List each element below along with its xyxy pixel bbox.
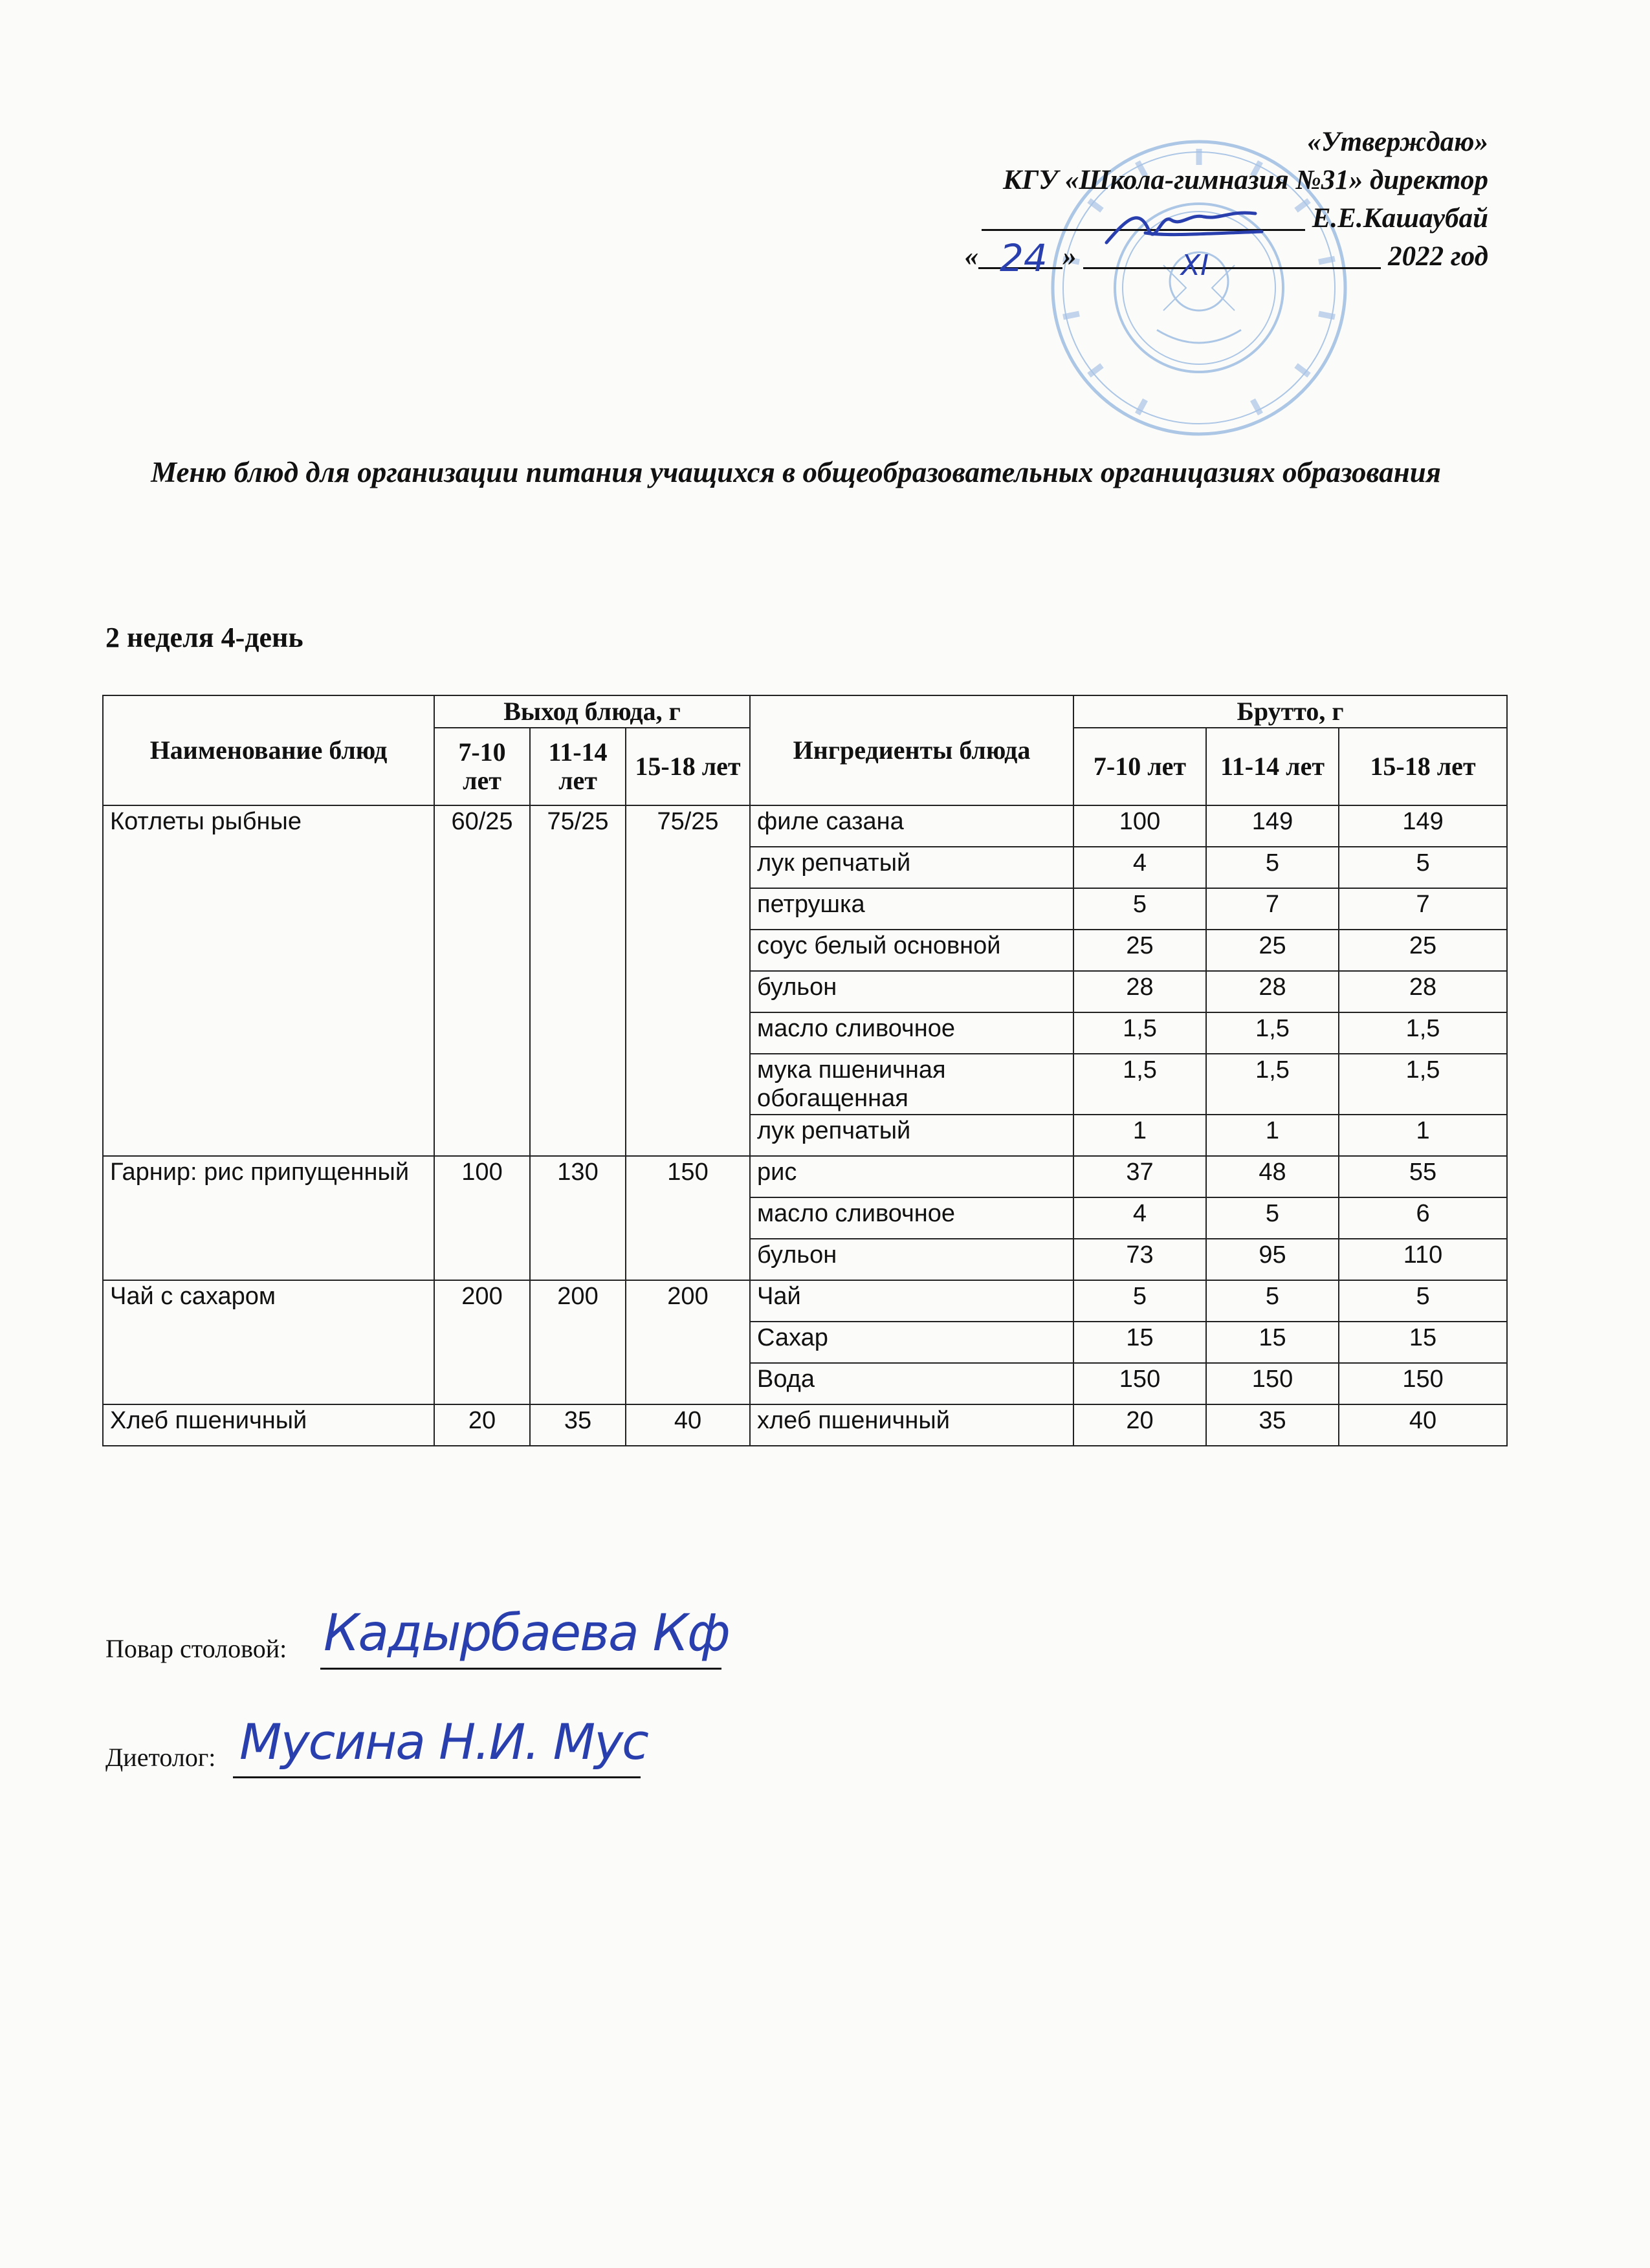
- approval-year: 2022 год: [1388, 241, 1488, 272]
- ingredient-name-cell: мука пшеничная обогащенная: [750, 1054, 1073, 1115]
- ingredient-name-cell: бульон: [750, 971, 1073, 1012]
- ingredient-name-cell: лук репчатый: [750, 847, 1073, 888]
- handwritten-month: XI: [1181, 249, 1209, 282]
- brutto-value-cell: 7: [1206, 888, 1339, 930]
- brutto-value-cell: 5: [1073, 888, 1206, 930]
- brutto-value-cell: 73: [1073, 1239, 1206, 1280]
- dish-output-cell: 60/25: [434, 805, 530, 1156]
- brutto-value-cell: 5: [1073, 1280, 1206, 1322]
- header-brutto-7-10: 7-10 лет: [1073, 728, 1206, 805]
- ingredient-name-cell: Чай: [750, 1280, 1073, 1322]
- brutto-value-cell: 5: [1206, 1280, 1339, 1322]
- brutto-value-cell: 15: [1206, 1322, 1339, 1363]
- ingredient-name-cell: Вода: [750, 1363, 1073, 1404]
- table-row: [103, 1280, 1507, 1322]
- header-brutto-15-18: 15-18 лет: [1339, 728, 1507, 805]
- brutto-value-cell: 149: [1339, 805, 1507, 847]
- dietitian-label: Диетолог:: [105, 1743, 216, 1772]
- dish-output-cell: 150: [626, 1156, 750, 1280]
- brutto-value-cell: 28: [1339, 971, 1507, 1012]
- brutto-value-cell: 25: [1339, 930, 1507, 971]
- dietitian-handwritten-name: Мусина Н.И. Мус: [239, 1713, 648, 1771]
- ingredient-name-cell: соус белый основной: [750, 930, 1073, 971]
- header-age-11-14: 11-14 лет: [530, 728, 626, 805]
- table-row: [103, 805, 1507, 847]
- brutto-value-cell: 28: [1073, 971, 1206, 1012]
- brutto-value-cell: 1,5: [1206, 1012, 1339, 1054]
- table-row: [103, 1404, 1507, 1446]
- brutto-value-cell: 1: [1073, 1115, 1206, 1156]
- brutto-value-cell: 1,5: [1073, 1012, 1206, 1054]
- brutto-value-cell: 4: [1073, 847, 1206, 888]
- brutto-value-cell: 35: [1206, 1404, 1339, 1446]
- handwritten-day: 24: [1000, 236, 1048, 280]
- header-brutto-11-14: 11-14 лет: [1206, 728, 1339, 805]
- brutto-value-cell: 1,5: [1073, 1054, 1206, 1115]
- brutto-value-cell: 5: [1339, 1280, 1507, 1322]
- brutto-value-cell: 1: [1206, 1115, 1339, 1156]
- brutto-value-cell: 150: [1073, 1363, 1206, 1404]
- brutto-value-cell: 150: [1339, 1363, 1507, 1404]
- brutto-value-cell: 48: [1206, 1156, 1339, 1197]
- brutto-value-cell: 5: [1206, 1197, 1339, 1239]
- table-header-row: [103, 695, 1507, 728]
- brutto-value-cell: 4: [1073, 1197, 1206, 1239]
- header-output: Выход блюда, г: [434, 695, 750, 728]
- dish-name-cell: Чай с сахаром: [103, 1280, 434, 1404]
- menu-table: [102, 695, 1508, 1446]
- brutto-value-cell: 20: [1073, 1404, 1206, 1446]
- director-name: Е.Е.Кашаубай: [1312, 203, 1488, 234]
- document-title: Меню блюд для организации питания учащихся в общеобразовательных органицазиях образования: [151, 456, 1441, 488]
- brutto-value-cell: 1,5: [1206, 1054, 1339, 1115]
- brutto-value-cell: 95: [1206, 1239, 1339, 1280]
- cook-label: Повар столовой:: [105, 1634, 287, 1663]
- ingredient-name-cell: рис: [750, 1156, 1073, 1197]
- ingredient-name-cell: петрушка: [750, 888, 1073, 930]
- dish-output-cell: 200: [530, 1280, 626, 1404]
- ingredient-name-cell: бульон: [750, 1239, 1073, 1280]
- brutto-value-cell: 7: [1339, 888, 1507, 930]
- header-dish-name: Наименование блюд: [103, 695, 434, 805]
- cook-signature-line: [320, 1665, 721, 1670]
- brutto-value-cell: 55: [1339, 1156, 1507, 1197]
- ingredient-name-cell: хлеб пшеничный: [750, 1404, 1073, 1446]
- ingredient-name-cell: Сахар: [750, 1322, 1073, 1363]
- dish-output-cell: 200: [434, 1280, 530, 1404]
- dish-output-cell: 130: [530, 1156, 626, 1280]
- brutto-value-cell: 149: [1206, 805, 1339, 847]
- header-age-15-18: 15-18 лет: [626, 728, 750, 805]
- dish-output-cell: 40: [626, 1404, 750, 1446]
- ingredient-name-cell: масло сливочное: [750, 1197, 1073, 1239]
- brutto-value-cell: 5: [1339, 847, 1507, 888]
- brutto-value-cell: 37: [1073, 1156, 1206, 1197]
- brutto-value-cell: 28: [1206, 971, 1339, 1012]
- date-close-quote: »: [1062, 241, 1077, 272]
- brutto-value-cell: 1,5: [1339, 1012, 1507, 1054]
- dish-output-cell: 75/25: [626, 805, 750, 1156]
- dish-name-cell: Котлеты рыбные: [103, 805, 434, 1156]
- dish-name-cell: Гарнир: рис припущенный: [103, 1156, 434, 1280]
- header-ingredients: Ингредиенты блюда: [750, 695, 1073, 805]
- date-open-quote: «: [964, 241, 979, 272]
- ingredient-name-cell: филе сазана: [750, 805, 1073, 847]
- cook-handwritten-name: Кадырбаева Кф: [324, 1604, 729, 1663]
- brutto-value-cell: 15: [1073, 1322, 1206, 1363]
- brutto-value-cell: 15: [1339, 1322, 1507, 1363]
- brutto-value-cell: 150: [1206, 1363, 1339, 1404]
- brutto-value-cell: 6: [1339, 1197, 1507, 1239]
- dish-output-cell: 35: [530, 1404, 626, 1446]
- approval-title: «Утверждаю»: [1307, 127, 1488, 157]
- brutto-value-cell: 110: [1339, 1239, 1507, 1280]
- approval-organization: КГУ «Школа-гимназия №31» директор: [1003, 165, 1488, 195]
- brutto-value-cell: 1: [1339, 1115, 1507, 1156]
- header-brutto: Брутто, г: [1073, 695, 1507, 728]
- table-row: [103, 1156, 1507, 1197]
- ingredient-name-cell: лук репчатый: [750, 1115, 1073, 1156]
- dish-output-cell: 75/25: [530, 805, 626, 1156]
- brutto-value-cell: 1,5: [1339, 1054, 1507, 1115]
- dietitian-signature-line: [233, 1774, 641, 1778]
- week-day-label: 2 неделя 4-день: [105, 622, 303, 653]
- dish-output-cell: 200: [626, 1280, 750, 1404]
- header-age-7-10: 7-10 лет: [434, 728, 530, 805]
- brutto-value-cell: 5: [1206, 847, 1339, 888]
- dish-output-cell: 100: [434, 1156, 530, 1280]
- dish-name-cell: Хлеб пшеничный: [103, 1404, 434, 1446]
- brutto-value-cell: 25: [1206, 930, 1339, 971]
- ingredient-name-cell: масло сливочное: [750, 1012, 1073, 1054]
- brutto-value-cell: 40: [1339, 1404, 1507, 1446]
- brutto-value-cell: 100: [1073, 805, 1206, 847]
- brutto-value-cell: 25: [1073, 930, 1206, 971]
- dish-output-cell: 20: [434, 1404, 530, 1446]
